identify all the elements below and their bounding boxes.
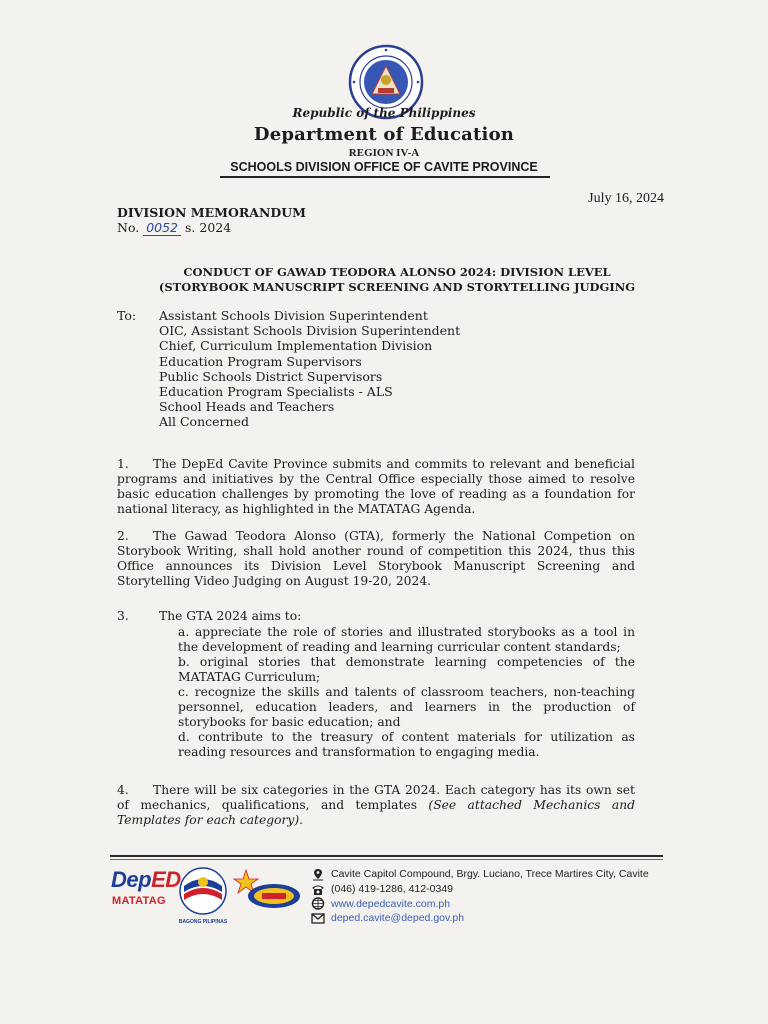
envelope-icon <box>311 912 325 925</box>
phone-text: (046) 419-1286, 412-0349 <box>331 882 454 895</box>
recipient-item: OIC, Assistant Schools Division Superintendent <box>159 323 461 339</box>
recipient-item: School Heads and Teachers <box>159 399 335 415</box>
paragraph-3-lead: The GTA 2024 aims to: <box>159 609 302 623</box>
memo-title: DIVISION MEMORANDUM <box>117 205 306 220</box>
contact-website[interactable] <box>311 897 649 912</box>
recipient-item: All Concerned <box>159 414 249 430</box>
paragraph-number: 2. <box>117 529 129 543</box>
recipient-item: Assistant Schools Division Superintendent <box>159 308 428 323</box>
division-office-heading: SCHOOLS DIVISION OFFICE OF CAVITE PROVINCE <box>230 160 538 174</box>
footer-divider-thin <box>110 859 663 860</box>
paragraph-number: 4. <box>117 783 129 797</box>
republic-heading: Republic of the Philippines <box>292 106 476 120</box>
paragraph-text: The DepEd Cavite Province submits and commits to relevant and beneficial programs and initiatives by the Central Office especially those aimed to resolve basic education challenges by promoting the love of reading as a foundation for national literacy, as highlighted in the MATATAG Agenda. <box>117 457 635 516</box>
telephone-icon <box>311 883 325 896</box>
paragraph-1 <box>117 457 635 517</box>
memo-number-handwritten: 0052 <box>143 220 181 236</box>
memo-number <box>117 220 231 235</box>
aim-item: b. original stories that demonstrate learning competencies of the MATATAG Curriculum; <box>178 655 635 684</box>
location-pin-icon <box>311 868 325 881</box>
contact-email[interactable] <box>311 911 649 926</box>
memo-subject <box>117 265 677 295</box>
recipient-list <box>159 308 460 430</box>
memo-number-suffix: s. 2024 <box>185 220 232 235</box>
header-divider <box>220 176 550 178</box>
memo-number-prefix: No. <box>117 220 140 235</box>
recipient-item: Education Program Supervisors <box>159 353 362 369</box>
memo-date: July 16, 2024 <box>588 191 664 206</box>
recipient-item: Chief, Curriculum Implementation Division <box>159 338 433 354</box>
department-heading: Department of Education <box>253 124 515 145</box>
attachment-reference: (See attached Mechanics and Templates for each category). <box>117 798 635 827</box>
bagong-pilipinas-caption: BAGONG PILIPINAS <box>178 919 228 925</box>
paragraph-2 <box>117 529 635 589</box>
address-text: Cavite Capitol Compound, Brgy. Luciano, Trece Martires City, Cavite <box>331 868 649 880</box>
paragraph-4 <box>117 783 635 828</box>
contact-address <box>311 867 649 882</box>
globe-icon <box>311 897 325 910</box>
aim-item: a. appreciate the role of stories and illustrated storybooks as a tool in the development of reading and learning curricular content standards; <box>178 625 635 654</box>
region-heading: REGION IV-A <box>348 147 420 159</box>
contact-info <box>311 867 649 926</box>
sdo-cavite-logo-icon <box>232 866 304 914</box>
matatag-logo-text: MATATAG <box>112 895 166 907</box>
paragraph-3-number: 3. <box>117 609 129 623</box>
contact-phone <box>311 882 649 897</box>
aim-item: c. recognize the skills and talents of classroom teachers, non-teaching personnel, education leaders, and learners in the production of storybooks for basic education; and <box>178 685 635 729</box>
recipient-item: Public Schools District Supervisors <box>159 368 383 384</box>
website-link[interactable]: www.depedcavite.com.ph <box>331 897 451 910</box>
footer-divider <box>110 855 663 857</box>
paragraph-text: The Gawad Teodora Alonso (GTA), formerly the National Competion on Storybook Writing, shall hold another round of competition this 2024, thus this Office announces its Division Level Storybook Manuscript Screening and Storytelling Video Judging on August 19-20, 2024. <box>117 529 635 588</box>
aim-item: d. contribute to the treasury of content materials for utilization as reading resources and transformation to engaging media. <box>178 730 635 759</box>
bagong-pilipinas-logo-icon <box>178 866 228 916</box>
subject-line-2: (STORYBOOK MANUSCRIPT SCREENING AND STORYTELLING JUDGING <box>158 280 636 294</box>
subject-line-1: CONDUCT OF GAWAD TEODORA ALONSO 2024: DIVISION LEVEL <box>183 265 611 279</box>
to-label: To: <box>117 308 137 323</box>
email-link[interactable]: deped.cavite@deped.gov.ph <box>331 912 465 925</box>
paragraph-number: 1. <box>117 457 129 471</box>
deped-logo-dep: Dep <box>111 867 152 892</box>
aims-list <box>178 625 635 760</box>
recipient-item: Education Program Specialists - ALS <box>159 384 393 400</box>
deped-logo-ed: ED <box>151 867 181 892</box>
paragraph-text: There will be six categories in the GTA 2024. Each category has its own set of mechanics, qualifications, and templates <box>117 783 635 812</box>
